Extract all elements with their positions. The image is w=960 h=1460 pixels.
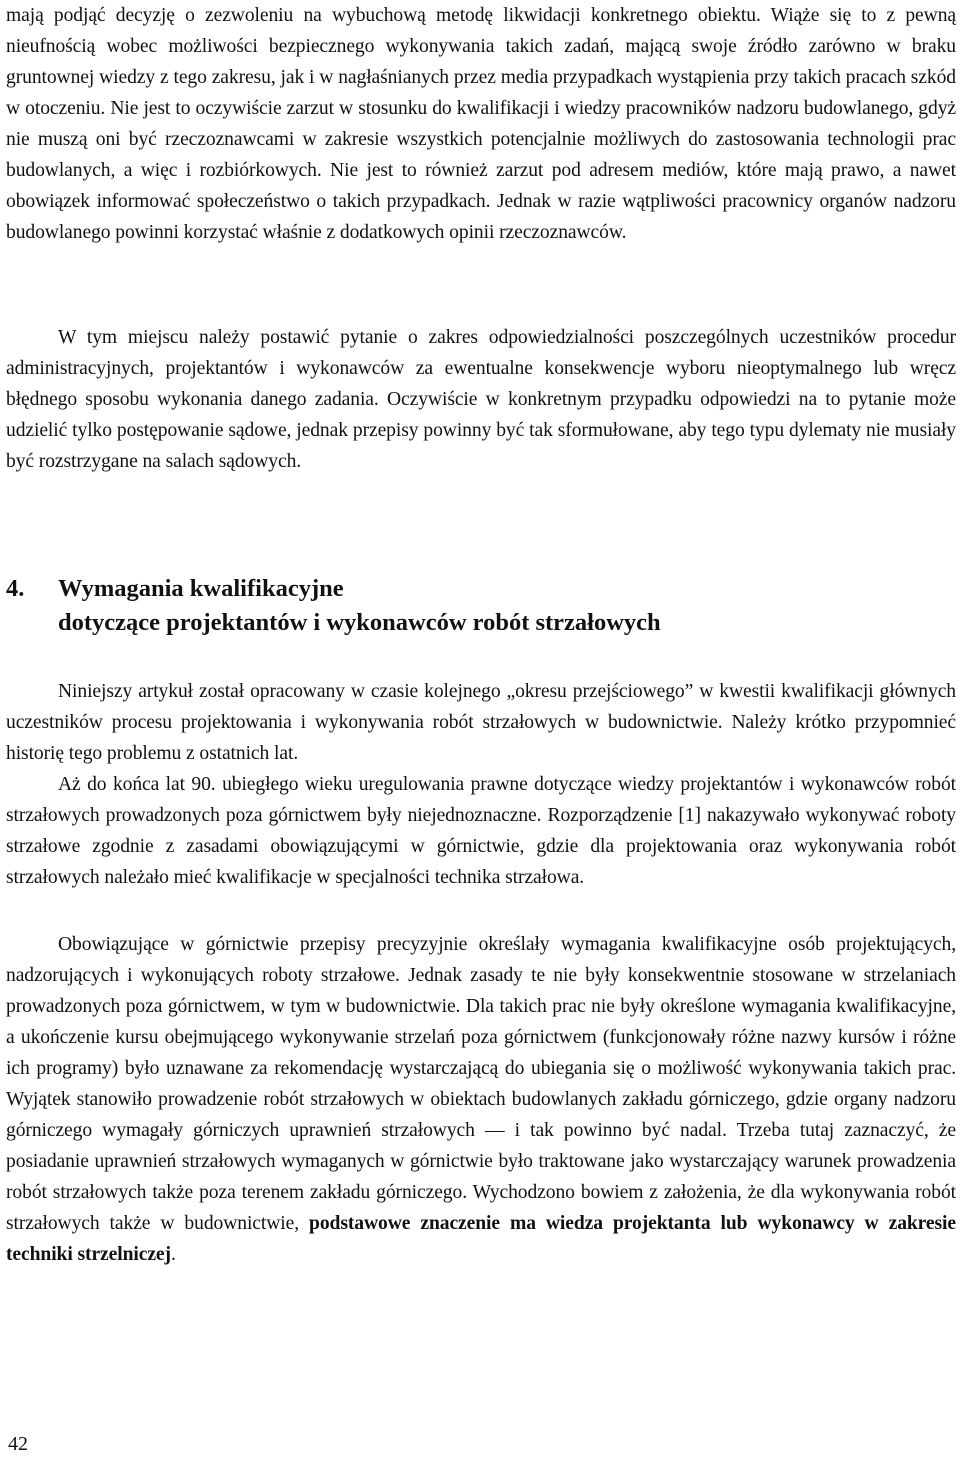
paragraph-end: .: [170, 1244, 176, 1265]
section-title-line-2: dotyczące projektantów i wykonawców robót strzałowych: [58, 609, 661, 636]
section-number: 4.: [6, 575, 25, 602]
paragraph-text: Obowiązujące w górnictwie przepisy precyzyjnie określały wymagania kwalifikacyjne osób projektujących, nadzorujących i wykonujących roboty strzałowe. Jednak zasady te nie były konsekwentnie stosowane w strzelaniach prowadzonych poza górnictwem, w tym w budownictwie. Dla takich prac nie były określone wymagania kwalifikacyjne, a ukończenie kursu obejmującego wykonywanie strzelań poza górnictwem (funkcjonowały różne nazwy kursów i różne ich programy) było uznawane za rekomendację wystarczającą do ubiegania się o możliwość wykonywania takich prac. Wyjątek stanowiło prowadzenie robót strzałowych w obiektach budowlanych zakładu górniczego, gdzie organy nadzoru górniczego wymagały górniczych uprawnień strzałowych — i tak powinno być nadal. Trzeba tutaj zaznaczyć, że posiadanie uprawnień strzałowych wymaganych w górnictwie było traktowane jako wystarczający warunek prowadzenia robót strzałowych także poza terenem zakładu górniczego. Wychodzono bowiem z założenia, że dla wykonywania robót strzałowych także w budownictwie,: [6, 934, 956, 1234]
section-heading: [6, 572, 956, 640]
paragraph: Aż do końca lat 90. ubiegłego wieku uregulowania prawne dotyczące wiedzy projektantów i wykonawców robót strzałowych prowadzonych poza górnictwem były niejednoznaczne. Rozporządzenie [1] nakazywało wykonywać roboty strzałowe zgodnie z zasadami obowiązującymi w górnictwie, gdzie dla projektowania oraz wykonywania robót strzałowych należało mieć kwalifikacje w specjalności technika strzałowa.: [6, 774, 956, 888]
paragraph: [6, 929, 956, 1270]
paragraph: Niniejszy artykuł został opracowany w czasie kolejnego „okresu przejściowego” w kwestii kwalifikacji głównych uczestników procesu projektowania i wykonywania robót strzałowych w budownictwie. Należy krótko przypomnieć historię tego problemu z ostatnich lat.: [6, 681, 956, 764]
paragraph: W tym miejscu należy postawić pytanie o zakres odpowiedzialności poszczególnych uczestników procedur administracyjnych, projektantów i wykonawców za ewentualne konsekwencje wyboru nieoptymalnego lub wręcz błędnego sposobu wykonania danego zadania. Oczywiście w konkretnym przypadku odpowiedzi na to pytanie może udzielić tylko postępowanie sądowe, jednak przepisy powinny być tak sformułowane, aby tego typu dylematy nie musiały być rozstrzygane na salach sądowych.: [6, 327, 956, 472]
page-number: 42: [8, 1433, 28, 1455]
section-title-line-1: Wymagania kwalifikacyjne: [58, 575, 344, 602]
paragraph: mają podjąć decyzję o zezwoleniu na wybuchową metodę likwidacji konkretnego obiektu. Wiąże się to z pewną nieufnością wobec możliwości bezpiecznego wykonywania takich zadań, mającą swoje źródło zarówno w braku gruntownej wiedzy z tego zakresu, jak i w nagłaśnianych przez media przypadkach wystąpienia przy takich pracach szkód w otoczeniu. Nie jest to oczywiście zarzut w stosunku do kwalifikacji i wiedzy pracowników nadzoru budowlanego, gdyż nie muszą oni być rzeczoznawcami w zakresie wszystkich potencjalnie możliwych do zastosowania technologii prac budowlanych, a więc i rozbiórkowych. Nie jest to również zarzut pod adresem mediów, które mają prawo, a nawet obowiązek informować społeczeństwo o takich przypadkach. Jednak w razie wątpliwości pracownicy organów nadzoru budowlanego powinni korzystać właśnie z dodatkowych opinii rzeczoznawców.: [6, 5, 956, 243]
emphasized-text: podstawowe znaczenie ma wiedza projektanta lub wykonawcy w zakresie techniki strzelniczej: [6, 1213, 956, 1265]
